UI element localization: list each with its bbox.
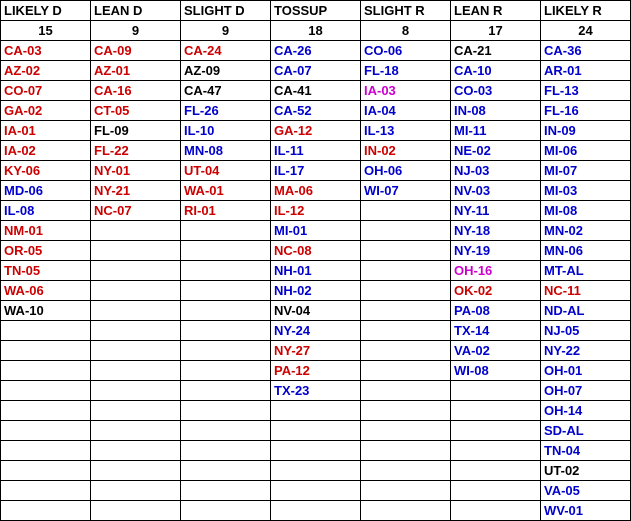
- district-cell-likely-r: FL-16: [541, 101, 631, 121]
- district-cell-likely-r: CA-36: [541, 41, 631, 61]
- district-cell-slight-r: IA-04: [361, 101, 451, 121]
- empty-cell: [181, 301, 271, 321]
- district-cell-likely-d: CO-07: [1, 81, 91, 101]
- empty-cell: [451, 381, 541, 401]
- district-row: [1, 61, 631, 81]
- district-row: [1, 181, 631, 201]
- district-cell-likely-r: MI-07: [541, 161, 631, 181]
- district-row: [1, 301, 631, 321]
- empty-cell: [451, 461, 541, 481]
- empty-cell: [1, 481, 91, 501]
- district-cell-likely-d: CA-03: [1, 41, 91, 61]
- district-cell-likely-r: OH-07: [541, 381, 631, 401]
- district-cell-lean-r: VA-02: [451, 341, 541, 361]
- district-cell-slight-d: AZ-09: [181, 61, 271, 81]
- empty-cell: [451, 421, 541, 441]
- empty-cell: [91, 441, 181, 461]
- empty-cell: [181, 441, 271, 461]
- district-cell-likely-r: WV-01: [541, 501, 631, 521]
- district-cell-tossup: CA-41: [271, 81, 361, 101]
- empty-cell: [361, 261, 451, 281]
- district-cell-lean-d: FL-09: [91, 121, 181, 141]
- empty-cell: [1, 361, 91, 381]
- district-row: [1, 41, 631, 61]
- district-row: [1, 381, 631, 401]
- empty-cell: [91, 321, 181, 341]
- empty-cell: [361, 441, 451, 461]
- district-cell-slight-r: IA-03: [361, 81, 451, 101]
- district-cell-slight-r: WI-07: [361, 181, 451, 201]
- empty-cell: [91, 301, 181, 321]
- district-cell-likely-d: AZ-02: [1, 61, 91, 81]
- district-cell-lean-r: CO-03: [451, 81, 541, 101]
- empty-cell: [91, 261, 181, 281]
- district-cell-slight-r: CO-06: [361, 41, 451, 61]
- district-cell-lean-r: IN-08: [451, 101, 541, 121]
- empty-cell: [451, 401, 541, 421]
- district-cell-lean-r: WI-08: [451, 361, 541, 381]
- district-cell-likely-r: FL-13: [541, 81, 631, 101]
- district-cell-tossup: IL-17: [271, 161, 361, 181]
- header-tossup: TOSSUP: [271, 1, 361, 21]
- empty-cell: [271, 421, 361, 441]
- district-cell-likely-r: ND-AL: [541, 301, 631, 321]
- empty-cell: [181, 321, 271, 341]
- empty-cell: [181, 501, 271, 521]
- empty-cell: [91, 221, 181, 241]
- empty-cell: [451, 441, 541, 461]
- district-cell-likely-r: NC-11: [541, 281, 631, 301]
- district-row: [1, 321, 631, 341]
- empty-cell: [361, 421, 451, 441]
- district-cell-lean-d: CT-05: [91, 101, 181, 121]
- count-lean-d: 9: [91, 21, 181, 41]
- district-cell-likely-d: NM-01: [1, 221, 91, 241]
- empty-cell: [1, 341, 91, 361]
- district-cell-likely-r: MT-AL: [541, 261, 631, 281]
- empty-cell: [361, 341, 451, 361]
- header-likely-r: LIKELY R: [541, 1, 631, 21]
- district-cell-likely-r: MI-06: [541, 141, 631, 161]
- district-cell-likely-r: MI-08: [541, 201, 631, 221]
- empty-cell: [1, 421, 91, 441]
- district-cell-lean-d: NY-01: [91, 161, 181, 181]
- district-row: [1, 121, 631, 141]
- district-cell-slight-d: IL-10: [181, 121, 271, 141]
- district-cell-slight-d: MN-08: [181, 141, 271, 161]
- district-cell-lean-r: NY-18: [451, 221, 541, 241]
- district-row: [1, 441, 631, 461]
- district-cell-tossup: NY-24: [271, 321, 361, 341]
- empty-cell: [361, 381, 451, 401]
- district-cell-tossup: NH-02: [271, 281, 361, 301]
- district-cell-slight-r: OH-06: [361, 161, 451, 181]
- count-slight-d: 9: [181, 21, 271, 41]
- empty-cell: [271, 401, 361, 421]
- empty-cell: [361, 501, 451, 521]
- district-cell-likely-r: TN-04: [541, 441, 631, 461]
- district-cell-tossup: IL-11: [271, 141, 361, 161]
- empty-cell: [271, 461, 361, 481]
- empty-cell: [361, 321, 451, 341]
- category-count-row: [1, 21, 631, 41]
- empty-cell: [91, 481, 181, 501]
- empty-cell: [1, 321, 91, 341]
- district-cell-tossup: PA-12: [271, 361, 361, 381]
- district-cell-lean-r: PA-08: [451, 301, 541, 321]
- district-cell-tossup: MI-01: [271, 221, 361, 241]
- district-cell-likely-r: AR-01: [541, 61, 631, 81]
- empty-cell: [181, 361, 271, 381]
- header-lean-r: LEAN R: [451, 1, 541, 21]
- count-slight-r: 8: [361, 21, 451, 41]
- empty-cell: [361, 221, 451, 241]
- empty-cell: [91, 281, 181, 301]
- district-cell-tossup: MA-06: [271, 181, 361, 201]
- district-row: [1, 501, 631, 521]
- district-cell-likely-r: NJ-05: [541, 321, 631, 341]
- district-cell-likely-r: MN-06: [541, 241, 631, 261]
- district-cell-tossup: NV-04: [271, 301, 361, 321]
- district-row: [1, 261, 631, 281]
- district-row: [1, 221, 631, 241]
- empty-cell: [1, 501, 91, 521]
- empty-cell: [181, 461, 271, 481]
- district-row: [1, 81, 631, 101]
- district-cell-likely-r: OH-14: [541, 401, 631, 421]
- district-cell-slight-d: WA-01: [181, 181, 271, 201]
- district-cell-likely-r: OH-01: [541, 361, 631, 381]
- district-cell-slight-d: FL-26: [181, 101, 271, 121]
- district-cell-lean-d: NY-21: [91, 181, 181, 201]
- count-likely-r: 24: [541, 21, 631, 41]
- district-cell-likely-r: MN-02: [541, 221, 631, 241]
- race-ratings-body: [1, 1, 631, 521]
- empty-cell: [271, 501, 361, 521]
- district-cell-tossup: CA-26: [271, 41, 361, 61]
- district-cell-tossup: NH-01: [271, 261, 361, 281]
- empty-cell: [1, 381, 91, 401]
- category-header-row: [1, 1, 631, 21]
- empty-cell: [91, 421, 181, 441]
- district-row: [1, 401, 631, 421]
- district-cell-likely-r: MI-03: [541, 181, 631, 201]
- district-cell-lean-r: NJ-03: [451, 161, 541, 181]
- district-cell-lean-r: OH-16: [451, 261, 541, 281]
- district-cell-likely-r: IN-09: [541, 121, 631, 141]
- district-row: [1, 141, 631, 161]
- district-cell-likely-d: OR-05: [1, 241, 91, 261]
- district-cell-slight-r: IN-02: [361, 141, 451, 161]
- district-cell-likely-r: VA-05: [541, 481, 631, 501]
- empty-cell: [181, 401, 271, 421]
- district-cell-likely-r: UT-02: [541, 461, 631, 481]
- district-cell-lean-r: TX-14: [451, 321, 541, 341]
- count-likely-d: 15: [1, 21, 91, 41]
- district-row: [1, 161, 631, 181]
- empty-cell: [91, 241, 181, 261]
- district-cell-likely-r: NY-22: [541, 341, 631, 361]
- district-cell-slight-d: CA-47: [181, 81, 271, 101]
- district-row: [1, 481, 631, 501]
- empty-cell: [181, 281, 271, 301]
- district-row: [1, 341, 631, 361]
- district-cell-tossup: NC-08: [271, 241, 361, 261]
- district-cell-lean-r: NY-11: [451, 201, 541, 221]
- district-cell-slight-d: RI-01: [181, 201, 271, 221]
- empty-cell: [181, 261, 271, 281]
- district-cell-tossup: CA-07: [271, 61, 361, 81]
- empty-cell: [181, 481, 271, 501]
- district-row: [1, 241, 631, 261]
- district-cell-likely-d: KY-06: [1, 161, 91, 181]
- district-cell-lean-r: NY-19: [451, 241, 541, 261]
- empty-cell: [451, 481, 541, 501]
- empty-cell: [361, 241, 451, 261]
- empty-cell: [361, 281, 451, 301]
- district-cell-likely-d: MD-06: [1, 181, 91, 201]
- district-cell-lean-d: FL-22: [91, 141, 181, 161]
- district-cell-tossup: IL-12: [271, 201, 361, 221]
- empty-cell: [451, 501, 541, 521]
- empty-cell: [271, 441, 361, 461]
- header-lean-d: LEAN D: [91, 1, 181, 21]
- empty-cell: [361, 361, 451, 381]
- district-cell-lean-r: CA-10: [451, 61, 541, 81]
- district-cell-lean-r: MI-11: [451, 121, 541, 141]
- empty-cell: [361, 201, 451, 221]
- district-row: [1, 201, 631, 221]
- district-row: [1, 461, 631, 481]
- district-cell-likely-d: IL-08: [1, 201, 91, 221]
- district-cell-lean-r: NV-03: [451, 181, 541, 201]
- empty-cell: [91, 361, 181, 381]
- district-cell-tossup: TX-23: [271, 381, 361, 401]
- district-cell-tossup: GA-12: [271, 121, 361, 141]
- district-cell-lean-r: CA-21: [451, 41, 541, 61]
- district-cell-slight-d: CA-24: [181, 41, 271, 61]
- empty-cell: [271, 481, 361, 501]
- empty-cell: [181, 341, 271, 361]
- header-slight-r: SLIGHT R: [361, 1, 451, 21]
- district-cell-lean-d: AZ-01: [91, 61, 181, 81]
- district-cell-slight-d: UT-04: [181, 161, 271, 181]
- district-cell-likely-d: WA-06: [1, 281, 91, 301]
- count-tossup: 18: [271, 21, 361, 41]
- count-lean-r: 17: [451, 21, 541, 41]
- district-cell-likely-d: IA-02: [1, 141, 91, 161]
- district-row: [1, 281, 631, 301]
- empty-cell: [361, 481, 451, 501]
- empty-cell: [181, 221, 271, 241]
- district-cell-likely-d: WA-10: [1, 301, 91, 321]
- district-cell-likely-d: GA-02: [1, 101, 91, 121]
- empty-cell: [181, 241, 271, 261]
- empty-cell: [361, 461, 451, 481]
- district-row: [1, 421, 631, 441]
- district-cell-lean-r: NE-02: [451, 141, 541, 161]
- empty-cell: [91, 461, 181, 481]
- district-cell-lean-d: CA-09: [91, 41, 181, 61]
- empty-cell: [91, 341, 181, 361]
- empty-cell: [1, 461, 91, 481]
- district-row: [1, 361, 631, 381]
- empty-cell: [1, 401, 91, 421]
- district-cell-lean-r: OK-02: [451, 281, 541, 301]
- district-cell-likely-d: IA-01: [1, 121, 91, 141]
- district-cell-likely-r: SD-AL: [541, 421, 631, 441]
- district-row: [1, 101, 631, 121]
- district-cell-tossup: NY-27: [271, 341, 361, 361]
- district-cell-lean-d: NC-07: [91, 201, 181, 221]
- empty-cell: [181, 381, 271, 401]
- district-cell-lean-d: CA-16: [91, 81, 181, 101]
- empty-cell: [91, 501, 181, 521]
- empty-cell: [181, 421, 271, 441]
- empty-cell: [91, 401, 181, 421]
- empty-cell: [361, 301, 451, 321]
- empty-cell: [361, 401, 451, 421]
- district-cell-likely-d: TN-05: [1, 261, 91, 281]
- district-cell-tossup: CA-52: [271, 101, 361, 121]
- district-cell-slight-r: FL-18: [361, 61, 451, 81]
- district-cell-slight-r: IL-13: [361, 121, 451, 141]
- empty-cell: [1, 441, 91, 461]
- header-slight-d: SLIGHT D: [181, 1, 271, 21]
- empty-cell: [91, 381, 181, 401]
- header-likely-d: LIKELY D: [1, 1, 91, 21]
